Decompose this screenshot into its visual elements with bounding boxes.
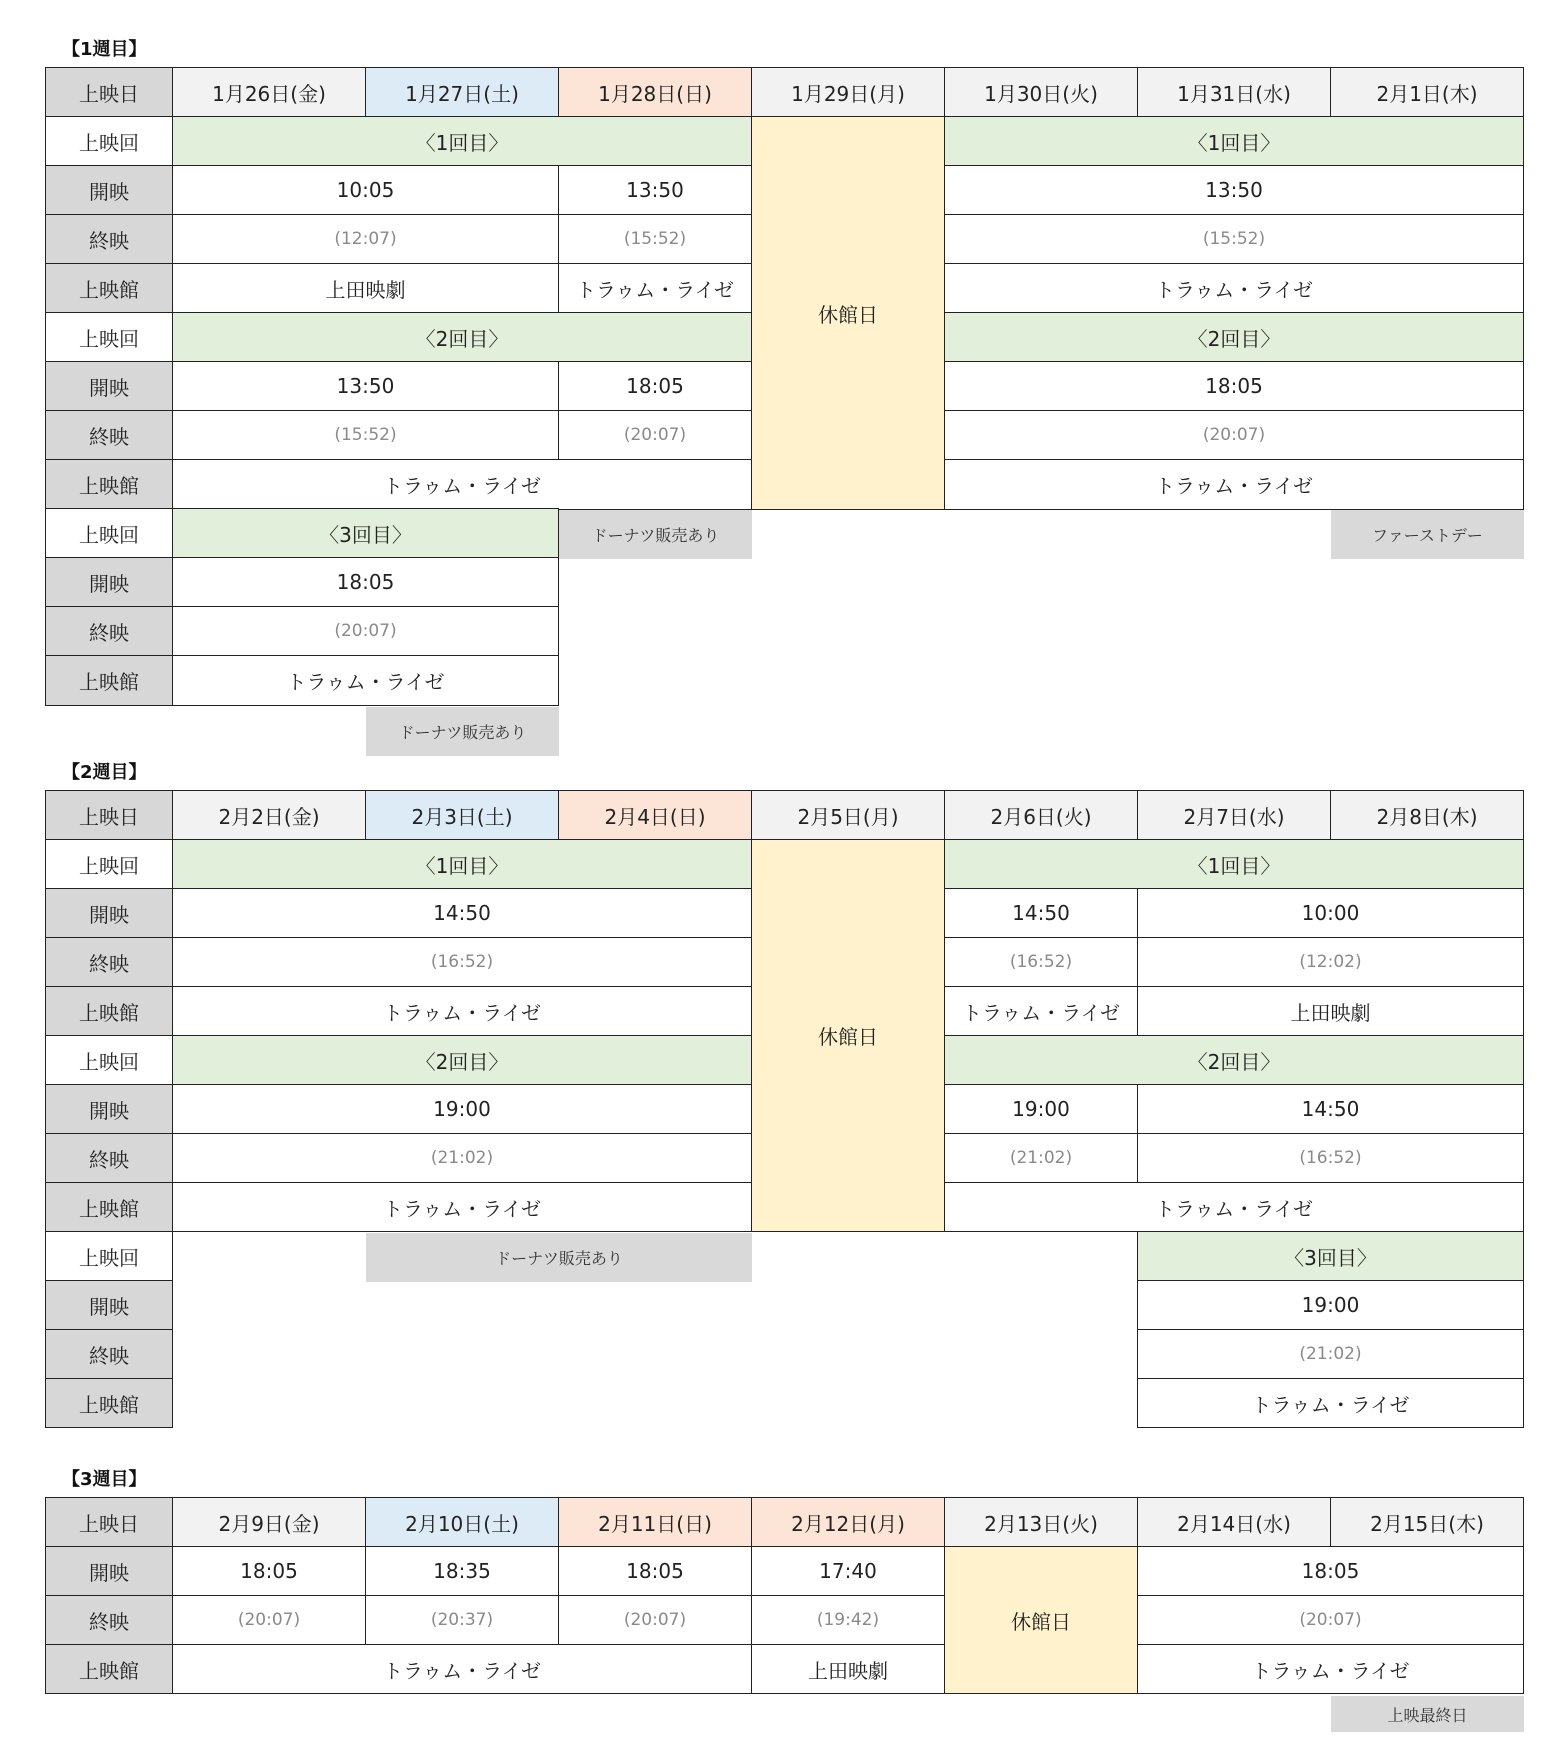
- date-header-saturday: 2月10日(土): [365, 1497, 559, 1547]
- date-header: 2月7日(水): [1137, 790, 1331, 840]
- venue: トラゥム・ライゼ: [172, 1182, 752, 1232]
- start-time: 14:50: [1137, 1084, 1524, 1134]
- start-time: 18:35: [365, 1546, 559, 1596]
- date-header: 2月15日(木): [1330, 1497, 1524, 1547]
- start-time: 19:00: [1137, 1280, 1524, 1330]
- end-time: (21:02): [172, 1133, 752, 1183]
- session-2-header: 〈2回目〉: [172, 1035, 752, 1085]
- start-time: 18:05: [172, 557, 559, 607]
- start-time: 13:50: [944, 165, 1524, 215]
- venue: トラゥム・ライゼ: [1137, 1644, 1524, 1694]
- session-2-header: 〈2回目〉: [944, 1035, 1524, 1085]
- venue: 上田映劇: [1137, 986, 1524, 1036]
- row-label-date: 上映日: [45, 1497, 173, 1547]
- row-label-start: 開映: [45, 1280, 173, 1330]
- end-time: (15:52): [172, 410, 559, 460]
- start-time: 10:00: [1137, 888, 1524, 938]
- end-time: (20:07): [558, 1595, 752, 1645]
- row-label-session: 上映回: [45, 1231, 173, 1281]
- date-header: 2月13日(火): [944, 1497, 1138, 1547]
- session-3-header: 〈3回目〉: [1137, 1231, 1524, 1281]
- end-time: (12:02): [1137, 937, 1524, 987]
- row-label-start: 開映: [45, 165, 173, 215]
- row-label-venue: 上映館: [45, 1182, 173, 1232]
- date-header: 1月26日(金): [172, 67, 366, 117]
- venue: 上田映劇: [172, 263, 559, 313]
- row-label-start: 開映: [45, 361, 173, 411]
- end-time: (20:37): [365, 1595, 559, 1645]
- row-label-venue: 上映館: [45, 263, 173, 313]
- session-1-header: 〈1回目〉: [944, 839, 1524, 889]
- row-label-end: 終映: [45, 606, 173, 656]
- closed-day: 休館日: [751, 116, 945, 510]
- date-header: 2月14日(水): [1137, 1497, 1331, 1547]
- week2-title: 【2週目】: [62, 762, 147, 783]
- venue: トラゥム・ライゼ: [172, 459, 752, 510]
- start-time: 14:50: [172, 888, 752, 938]
- venue: トラゥム・ライゼ: [944, 1182, 1524, 1232]
- end-time: (15:52): [558, 214, 752, 264]
- venue: トラゥム・ライゼ: [944, 459, 1524, 510]
- start-time: 10:05: [172, 165, 559, 215]
- start-time: 18:05: [558, 361, 752, 411]
- date-header: 2月8日(木): [1330, 790, 1524, 840]
- row-label-venue: 上映館: [45, 1644, 173, 1694]
- row-label-session: 上映回: [45, 508, 173, 558]
- row-label-session: 上映回: [45, 116, 173, 166]
- date-header: 2月5日(月): [751, 790, 945, 840]
- row-label-end: 終映: [45, 1133, 173, 1183]
- date-header-sunday: 2月11日(日): [558, 1497, 752, 1547]
- row-label-start: 開映: [45, 557, 173, 607]
- end-time: (21:02): [1137, 1329, 1524, 1379]
- row-label-end: 終映: [45, 937, 173, 987]
- date-header: 1月31日(水): [1137, 67, 1331, 117]
- session-2-header: 〈2回目〉: [944, 312, 1524, 362]
- closed-day: 休館日: [751, 839, 945, 1232]
- row-label-session: 上映回: [45, 1035, 173, 1085]
- date-header-holiday: 2月12日(月): [751, 1497, 945, 1547]
- row-label-end: 終映: [45, 1595, 173, 1645]
- note-donut-sale: ドーナツ販売あり: [366, 1233, 752, 1282]
- start-time: 18:05: [558, 1546, 752, 1596]
- row-label-start: 開映: [45, 888, 173, 938]
- row-label-session: 上映回: [45, 312, 173, 362]
- venue: トラゥム・ライゼ: [558, 263, 752, 313]
- end-time: (20:07): [558, 410, 752, 460]
- row-label-date: 上映日: [45, 790, 173, 840]
- session-2-header: 〈2回目〉: [172, 312, 752, 362]
- end-time: (20:07): [172, 606, 559, 656]
- venue: トラゥム・ライゼ: [944, 263, 1524, 313]
- start-time: 14:50: [944, 888, 1138, 938]
- venue: トラゥム・ライゼ: [172, 986, 752, 1036]
- end-time: (16:52): [944, 937, 1138, 987]
- note-donut-sale: ドーナツ販売あり: [559, 510, 752, 559]
- date-header: 2月9日(金): [172, 1497, 366, 1547]
- week1-title: 【1週目】: [62, 39, 147, 60]
- date-header-sunday: 2月4日(日): [558, 790, 752, 840]
- session-3-header: 〈3回目〉: [172, 508, 559, 558]
- venue: トラゥム・ライゼ: [172, 1644, 752, 1694]
- date-header: 2月2日(金): [172, 790, 366, 840]
- week3-title: 【3週目】: [62, 1469, 147, 1490]
- closed-day: 休館日: [944, 1546, 1138, 1694]
- start-time: 17:40: [751, 1546, 945, 1596]
- venue: トラゥム・ライゼ: [172, 655, 559, 706]
- start-time: 13:50: [172, 361, 559, 411]
- session-1-header: 〈1回目〉: [172, 839, 752, 889]
- row-label-venue: 上映館: [45, 1378, 173, 1428]
- end-time: (12:07): [172, 214, 559, 264]
- start-time: 19:00: [944, 1084, 1138, 1134]
- row-label-venue: 上映館: [45, 655, 173, 706]
- date-header-saturday: 2月3日(土): [365, 790, 559, 840]
- note-donut-sale: ドーナツ販売あり: [366, 707, 559, 756]
- date-header: 2月1日(木): [1330, 67, 1524, 117]
- start-time: 19:00: [172, 1084, 752, 1134]
- note-first-day: ファーストデー: [1331, 510, 1524, 559]
- end-time: (19:42): [751, 1595, 945, 1645]
- date-header: 1月29日(月): [751, 67, 945, 117]
- venue: 上田映劇: [751, 1644, 945, 1694]
- row-label-venue: 上映館: [45, 459, 173, 509]
- row-label-date: 上映日: [45, 67, 173, 117]
- end-time: (16:52): [1137, 1133, 1524, 1183]
- date-header-saturday: 1月27日(土): [365, 67, 559, 117]
- row-label-end: 終映: [45, 214, 173, 264]
- row-label-venue: 上映館: [45, 986, 173, 1036]
- row-label-session: 上映回: [45, 839, 173, 889]
- session-1-header: 〈1回目〉: [172, 116, 752, 166]
- row-label-end: 終映: [45, 410, 173, 460]
- start-time: 18:05: [1137, 1546, 1524, 1596]
- date-header-sunday: 1月28日(日): [558, 67, 752, 117]
- session-1-header: 〈1回目〉: [944, 116, 1524, 166]
- end-time: (20:07): [172, 1595, 366, 1645]
- start-time: 18:05: [172, 1546, 366, 1596]
- start-time: 18:05: [944, 361, 1524, 411]
- date-header: 1月30日(火): [944, 67, 1138, 117]
- end-time: (16:52): [172, 937, 752, 987]
- end-time: (15:52): [944, 214, 1524, 264]
- start-time: 13:50: [558, 165, 752, 215]
- date-header: 2月6日(火): [944, 790, 1138, 840]
- note-last-day: 上映最終日: [1331, 1696, 1524, 1732]
- row-label-start: 開映: [45, 1546, 173, 1596]
- venue: トラゥム・ライゼ: [944, 986, 1138, 1036]
- row-label-end: 終映: [45, 1329, 173, 1379]
- end-time: (20:07): [944, 410, 1524, 460]
- venue: トラゥム・ライゼ: [1137, 1378, 1524, 1428]
- end-time: (21:02): [944, 1133, 1138, 1183]
- row-label-start: 開映: [45, 1084, 173, 1134]
- end-time: (20:07): [1137, 1595, 1524, 1645]
